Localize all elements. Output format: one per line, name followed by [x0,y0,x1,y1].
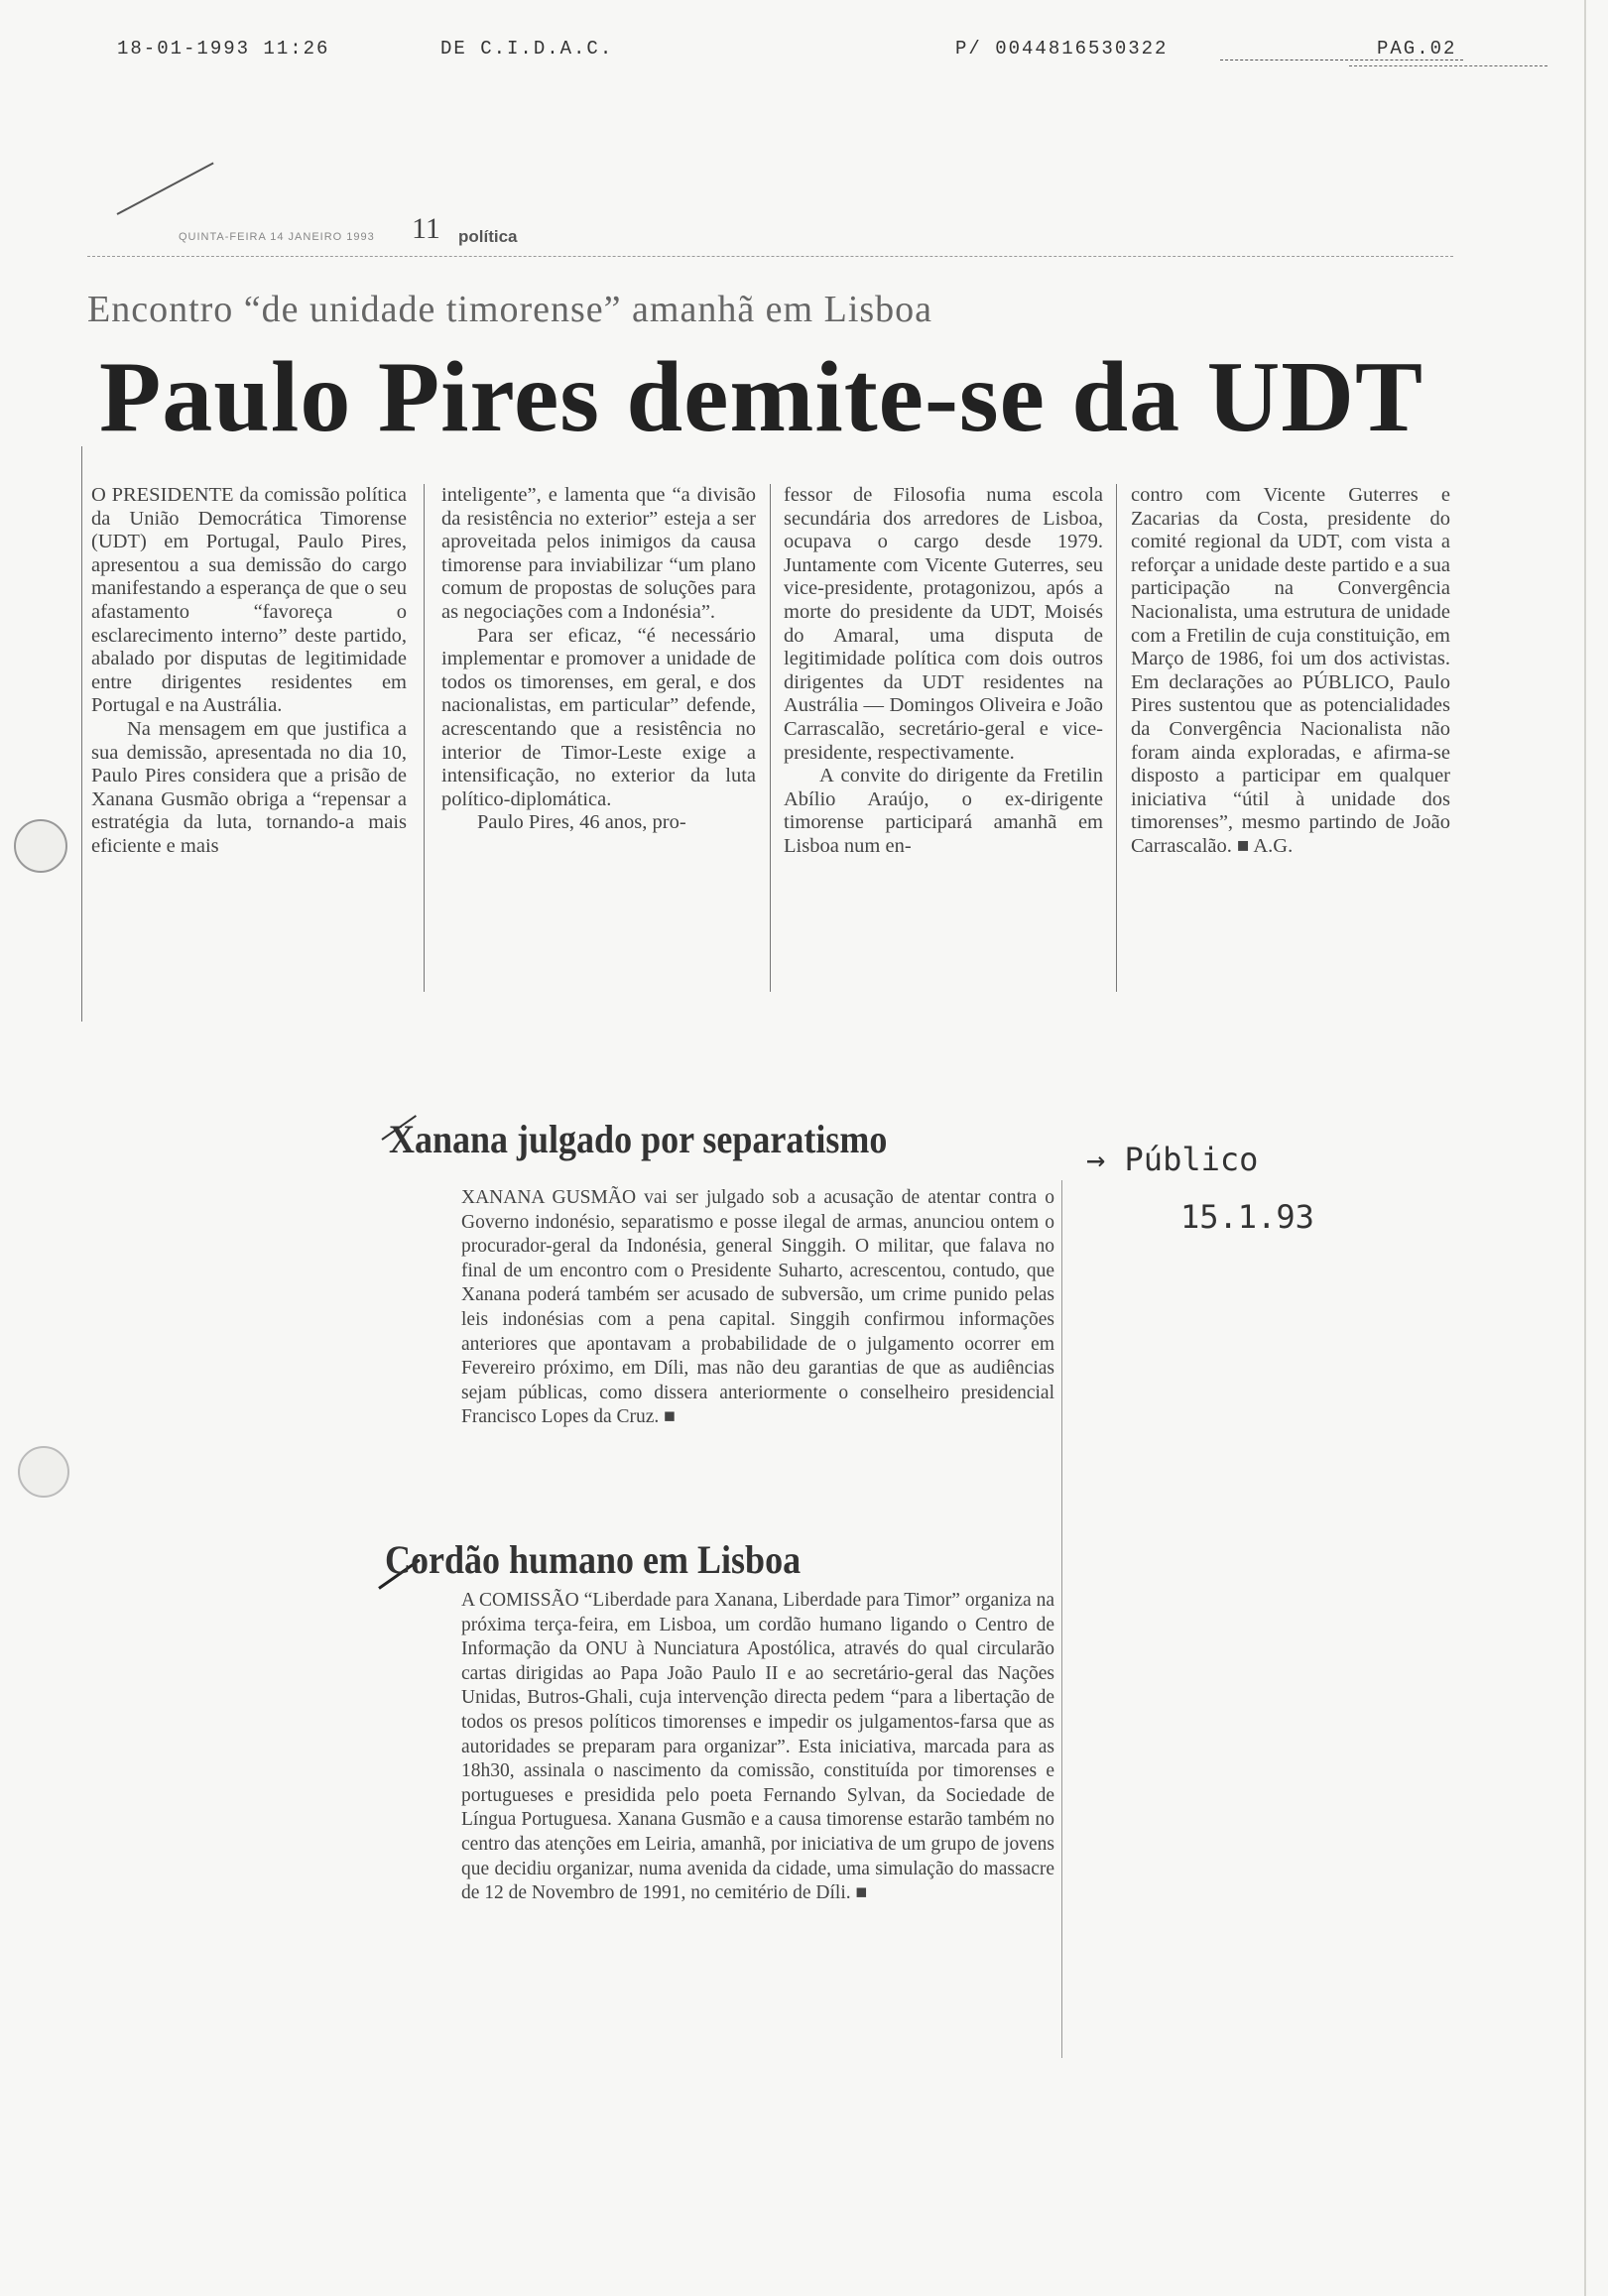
fax-page-number: PAG.02 [1377,38,1457,60]
punch-hole [18,1446,69,1498]
article-headline: Paulo Pires demite-se da UDT [99,341,1423,453]
brief-divider [1061,1180,1062,2058]
page-number: 11 [412,212,440,245]
handwritten-note [1086,1131,1384,1246]
issue-date: QUINTA-FEIRA 14 JANEIRO 1993 [179,231,375,243]
brief-body: XANANA GUSMÃO vai ser julgado sob a acusação de atentar contra o Governo indonésio, separatismo e posse ilegal de armas, anunciou ontem o procurador-geral da Indonésia, general Singgih. O militar, que falava no final de um encontro com o Presidente Suharto, acrescentou, contudo, que Xanana poderá também ser acusado de subversão, um crime punido pelas leis indonésias com a pena capital. Singgih confirmou informações anteriores que apontavam a probabilidade de o julgamento ocorrer em Fevereiro próximo, em Díli, mas não deu garantias de que as audiências sejam públicas, como dissera anteriormente o conselheiro presidencial Francisco Lopes da Cruz. ■ [461,1187,1054,1428]
fax-header-rule [1349,65,1547,66]
section-name: política [458,227,518,246]
paragraph: Paulo Pires, 46 anos, pro- [477,811,686,834]
article-column-3 [784,484,1103,859]
paragraph: inteligente”, e lamenta que “a divisão da resistência no exterior” esteja a ser aproveitada pelos inimigos da causa timorense para inviabilizar “um plano comum de propostas de soluções para as negociações com a Indonésia”. [441,484,756,623]
column-divider [1116,484,1117,992]
page-edge [1584,0,1586,2296]
article-column-2 [441,484,756,835]
paragraph: Na mensagem em que justifica a sua demissão, apresentada no dia 10, Paulo Pires considera que a prisão de Xanana Gusmão obriga a “repensar a estratégia da luta, tornando-a mais eficiente e mais [91,717,407,857]
section-rule [87,256,1453,257]
column-divider [424,484,425,992]
paragraph: Para ser eficaz, “é necessário implementar e promover a unidade de todos os timorenses, em geral, e dos nacionalistas, em particular” defende, acrescentando que a resistência no interior de Timor-Leste exige a intensificação, no exterior da luta político-diplomática. [441,624,756,810]
brief-title: Cordão humano em Lisboa [385,1537,802,1582]
section-bar [179,212,1448,248]
article-column-4 [1131,484,1450,859]
column-divider [81,446,82,1022]
fax-phone: P/ 0044816530322 [955,38,1169,60]
article-kicker: Encontro “de unidade timorense” amanhã em Lisboa [87,289,933,330]
fax-header [117,38,1486,67]
brief-title: Xanana julgado por separatismo [389,1117,888,1161]
punch-hole [14,819,67,873]
fax-datetime: 18-01-1993 11:26 [117,38,330,60]
handwritten-date: 15.1.93 [1180,1198,1314,1236]
paragraph: A convite do dirigente da Fretilin Abílio Araújo, o ex-dirigente timorense participará amanhã em Lisboa num en- [784,765,1103,857]
paragraph: fessor de Filosofia numa escola secundária dos arredores de Lisboa, ocupava o cargo desde 1979. Juntamente com Vicente Guterres, seu vice-presidente, protagonizou, após a morte do presidente da UDT, Moisés do Amaral, uma disputa de legitimidade política com dois outros dirigentes da UDT residentes na Austrália — Domingos Oliveira e João Carrascalão, secretário-geral e vice-presidente, respectivamente. [784,484,1103,764]
handwritten-source: → Público [1086,1141,1259,1178]
column-divider [770,484,771,992]
article-column-1 [91,484,407,859]
pen-mark [117,162,214,214]
brief-body: A COMISSÃO “Liberdade para Xanana, Liberdade para Timor” organiza na próxima terça-feira, em Lisboa, um cordão humano ligando o Centro de Informação da ONU à Nunciatura Apostólica, através do qual circularão cartas dirigidas ao Papa João Paulo II e ao secretário-geral das Nações Unidas, Butros-Ghali, cuja intervenção directa pedem “para a libertação de todos os presos políticos timorenses e impedir os julgamentos-farsa que as autoridades se preparam para organizar”. Esta iniciativa, marcada para as 18h30, assinala o nascimento da comissão, constituída por timorenses e portugueses e presidida pelo poeta Fernando Sylvan, da Sociedade de Língua Portuguesa. Xanana Gusmão e a causa timorense estarão também no centro das atenções em Leiria, amanhã, por iniciativa de um grupo de jovens que decidiu organizar, numa avenida da cidade, uma simulação do massacre de 12 de Novembro de 1991, no cemitério de Díli. ■ [461,1590,1054,1904]
fax-sender: DE C.I.D.A.C. [440,38,614,60]
paragraph: O PRESIDENTE da comissão política da União Democrática Timorense (UDT) em Portugal, Paulo Pires, apresentou a sua demissão do cargo manifestando a esperança de que o seu afastamento “favoreça o esclarecimento interno” deste partido, abalado por disputas de legitimidade entre dirigentes residentes em Portugal e na Austrália. [91,484,407,717]
paragraph: contro com Vicente Guterres e Zacarias da Costa, presidente do comité regional da UDT, com vista a reforçar a unidade deste partido e a sua participação na Convergência Nacionalista, uma estrutura de unidade com a Fretilin de cuja constituição, em Março de 1986, foi um dos activistas. Em declarações ao PÚBLICO, Paulo Pires sustentou que as potencialidades da Convergência Nacionalista não foram ainda exploradas, e afirma-se disposto a participar em qualquer iniciativa “útil à unidade dos timorenses”, mesmo partindo de João Carrascalão. ■ A.G. [1131,484,1450,857]
